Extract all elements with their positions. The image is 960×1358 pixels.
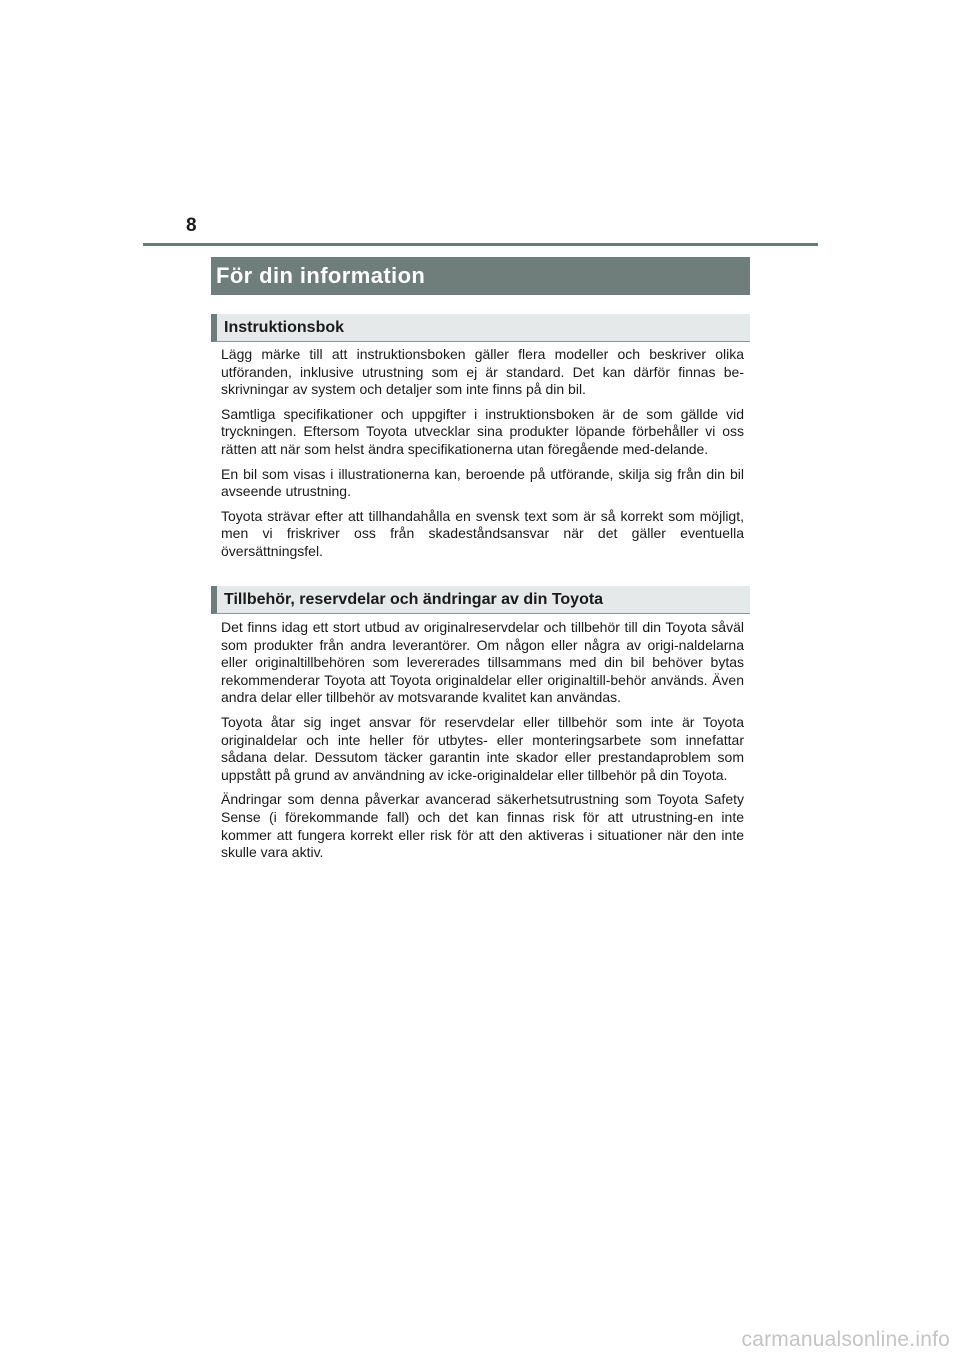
paragraph: Det finns idag ett stort utbud av originalreservdelar och tillbehör till din Toyota såväl som produkter från andra leverantörer. Om någon eller några av origi-naldelarna eller originaltillbehören som levererades tillsammans med din bil behöver bytas rekommenderar Toyota att Toyota originaldelar eller originaltill-behör används. Även andra delar eller tillbehör av motsvarande kvalitet kan användas. — [221, 619, 744, 706]
section-body-instruktionsbok — [221, 346, 744, 568]
section-body-tillbehor — [221, 619, 744, 869]
paragraph: Ändringar som denna påverkar avancerad säkerhetsutrustning som Toyota Safety Sense (i förekommande fall) och det kan finnas risk för att utrustning-en inte kommer att fungera korrekt eller risk för att den aktiveras i situationer när den inte skulle vara aktiv. — [221, 791, 744, 861]
page-title: För din information — [216, 263, 426, 288]
watermark-text: carmanualsonline.info — [741, 1328, 950, 1351]
top-divider — [143, 243, 818, 246]
section-title: Tillbehör, reservdelar och ändringar av din Toyota — [224, 591, 604, 608]
section-header-instruktionsbok — [211, 314, 750, 342]
paragraph: Toyota strävar efter att tillhandahålla en svensk text som är så korrekt som möjligt, men vi friskriver oss från skadeståndsansvar när det gäller eventuella översättningsfel. — [221, 507, 744, 559]
paragraph: Toyota åtar sig inget ansvar för reservdelar eller tillbehör som inte är Toyota originaldelar och inte heller för utbytes- eller monteringsarbete som innefattar sådana delar. Dessutom täcker garantin inte skador eller prestandaproblem som uppstått på grund av användning av icke-originaldelar eller tillbehör på din Toyota. — [221, 713, 744, 783]
section-title: Instruktionsbok — [224, 319, 345, 336]
page-number: 8 — [186, 215, 197, 236]
section-header-tillbehor — [211, 586, 750, 614]
paragraph: Lägg märke till att instruktionsboken gäller flera modeller och beskriver olika utföranden, inklusive utrustning som ej är standard. Det kan därför finnas be-skrivningar av system och detaljer som inte finns på din bil. — [221, 346, 744, 398]
paragraph: Samtliga specifikationer och uppgifter i instruktionsboken är de som gällde vid tryckningen. Eftersom Toyota utvecklar sina produkter löpande förbehåller vi oss rätten att när som helst ändra specifikationerna utan föregående med-delande. — [221, 405, 744, 457]
paragraph: En bil som visas i illustrationerna kan, beroende på utförande, skilja sig från din bil avseende utrustning. — [221, 465, 744, 500]
chapter-header-bar — [211, 257, 750, 295]
